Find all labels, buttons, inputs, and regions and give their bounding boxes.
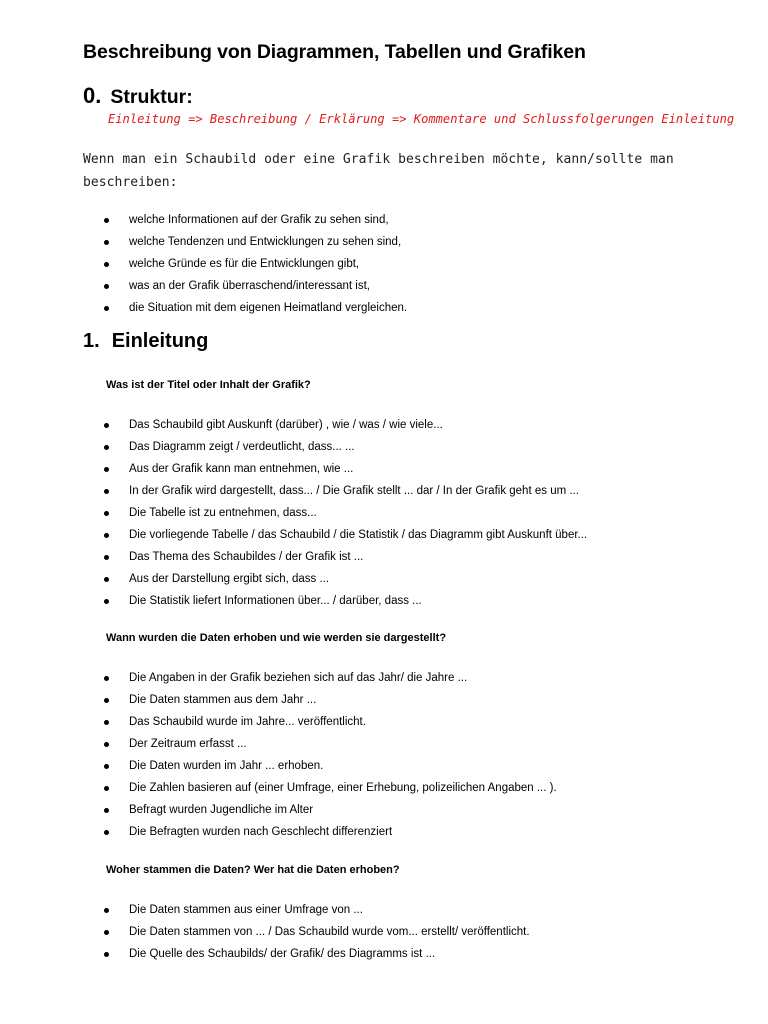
list-item-text: die Situation mit dem eigenen Heimatland vergleichen. — [129, 302, 408, 314]
bullet-icon — [104, 306, 109, 311]
list-item — [0, 755, 557, 777]
bullet-icon — [104, 676, 109, 681]
list-item — [0, 253, 407, 275]
section-title: Einleitung — [111, 330, 209, 352]
list-item-text: Die Statistik liefert Informationen über... / darüber, dass ... — [129, 595, 422, 607]
list-item-text: welche Gründe es für die Entwicklungen gibt, — [129, 258, 360, 270]
bullet-icon — [104, 218, 109, 223]
intro-paragraph: Wenn man ein Schaubild oder eine Grafik beschreiben möchte, kann/sollte man beschreiben: — [83, 152, 674, 190]
list-item — [0, 568, 587, 590]
section-heading-struktur — [83, 83, 193, 109]
bullet-icon — [104, 533, 109, 538]
phrase-list-data-source — [0, 899, 530, 965]
list-item-text: In der Grafik wird dargestellt, dass... / Die Grafik stellt ... dar / In der Grafik geht es um ... — [129, 485, 579, 497]
list-item-text: Der Zeitraum erfasst ... — [129, 738, 247, 750]
bullet-icon — [104, 240, 109, 245]
list-item — [0, 711, 557, 733]
list-item — [0, 689, 557, 711]
bullet-icon — [104, 489, 109, 494]
question-title-content: Was ist der Titel oder Inhalt der Grafik? — [106, 379, 311, 391]
list-item-text: Das Diagramm zeigt / verdeutlicht, dass... ... — [129, 441, 355, 453]
structure-list — [0, 209, 407, 319]
list-item — [0, 231, 407, 253]
bullet-icon — [104, 720, 109, 725]
list-item — [0, 899, 530, 921]
bullet-icon — [104, 467, 109, 472]
phrase-list-title-content — [0, 414, 587, 612]
bullet-icon — [104, 742, 109, 747]
list-item — [0, 480, 587, 502]
bullet-icon — [104, 830, 109, 835]
bullet-icon — [104, 555, 109, 560]
list-item — [0, 458, 587, 480]
list-item-text: welche Tendenzen und Entwicklungen zu sehen sind, — [129, 236, 402, 248]
question-data-collection: Wann wurden die Daten erhoben und wie werden sie dargestellt? — [106, 632, 447, 644]
bullet-icon — [104, 423, 109, 428]
list-item — [0, 546, 587, 568]
phrase-list-data-collection — [0, 667, 557, 843]
bullet-icon — [104, 952, 109, 957]
list-item-text: Die Daten wurden im Jahr ... erhoben. — [129, 760, 324, 772]
bullet-icon — [104, 445, 109, 450]
section-number: 1. — [83, 330, 100, 352]
bullet-icon — [104, 698, 109, 703]
list-item-text: Die Daten stammen aus einer Umfrage von ... — [129, 904, 363, 916]
list-item-text: Aus der Darstellung ergibt sich, dass ... — [129, 573, 330, 585]
bullet-icon — [104, 284, 109, 289]
section-heading-einleitung — [83, 330, 208, 353]
bullet-icon — [104, 262, 109, 267]
list-item-text: was an der Grafik überraschend/interessant ist, — [129, 280, 370, 292]
list-item-text: welche Informationen auf der Grafik zu sehen sind, — [129, 214, 389, 226]
list-item — [0, 733, 557, 755]
list-item — [0, 209, 407, 231]
list-item-text: Die vorliegende Tabelle / das Schaubild / die Statistik / das Diagramm gibt Auskunft über... — [129, 529, 588, 541]
list-item — [0, 524, 587, 546]
structure-sequence: Einleitung => Beschreibung / Erklärung => Kommentare und Schlussfolgerungen Einleitung — [108, 112, 735, 126]
list-item-text: Die Zahlen basieren auf (einer Umfrage, einer Erhebung, polizeilichen Angaben ... ). — [129, 782, 557, 794]
bullet-icon — [104, 808, 109, 813]
list-item-text: Die Daten stammen aus dem Jahr ... — [129, 694, 317, 706]
list-item-text: Die Angaben in der Grafik beziehen sich auf das Jahr/ die Jahre ... — [129, 672, 468, 684]
list-item-text: Die Daten stammen von ... / Das Schaubild wurde vom... erstellt/ veröffentlicht. — [129, 926, 530, 938]
section-title: Struktur: — [110, 86, 193, 108]
bullet-icon — [104, 764, 109, 769]
bullet-icon — [104, 599, 109, 604]
bullet-icon — [104, 511, 109, 516]
list-item-text: Das Thema des Schaubildes / der Grafik ist ... — [129, 551, 364, 563]
bullet-icon — [104, 908, 109, 913]
list-item — [0, 297, 407, 319]
list-item-text: Das Schaubild wurde im Jahre... veröffentlicht. — [129, 716, 366, 728]
list-item-text: Aus der Grafik kann man entnehmen, wie ... — [129, 463, 354, 475]
list-item — [0, 667, 557, 689]
list-item — [0, 799, 557, 821]
page-title: Beschreibung von Diagrammen, Tabellen und Grafiken — [83, 41, 586, 63]
list-item — [0, 943, 530, 965]
bullet-icon — [104, 786, 109, 791]
list-item-text: Die Tabelle ist zu entnehmen, dass... — [129, 507, 317, 519]
list-item — [0, 821, 557, 843]
list-item-text: Die Quelle des Schaubilds/ der Grafik/ des Diagramms ist ... — [129, 948, 436, 960]
section-number: 0. — [83, 83, 102, 108]
list-item — [0, 414, 587, 436]
list-item — [0, 590, 587, 612]
list-item — [0, 275, 407, 297]
list-item-text: Das Schaubild gibt Auskunft (darüber) , wie / was / wie viele... — [129, 419, 443, 431]
list-item — [0, 921, 530, 943]
list-item — [0, 777, 557, 799]
question-data-source: Woher stammen die Daten? Wer hat die Daten erhoben? — [106, 864, 400, 876]
bullet-icon — [104, 577, 109, 582]
list-item — [0, 436, 587, 458]
list-item — [0, 502, 587, 524]
list-item-text: Befragt wurden Jugendliche im Alter — [129, 804, 314, 816]
bullet-icon — [104, 930, 109, 935]
list-item-text: Die Befragten wurden nach Geschlecht differenziert — [129, 826, 393, 838]
